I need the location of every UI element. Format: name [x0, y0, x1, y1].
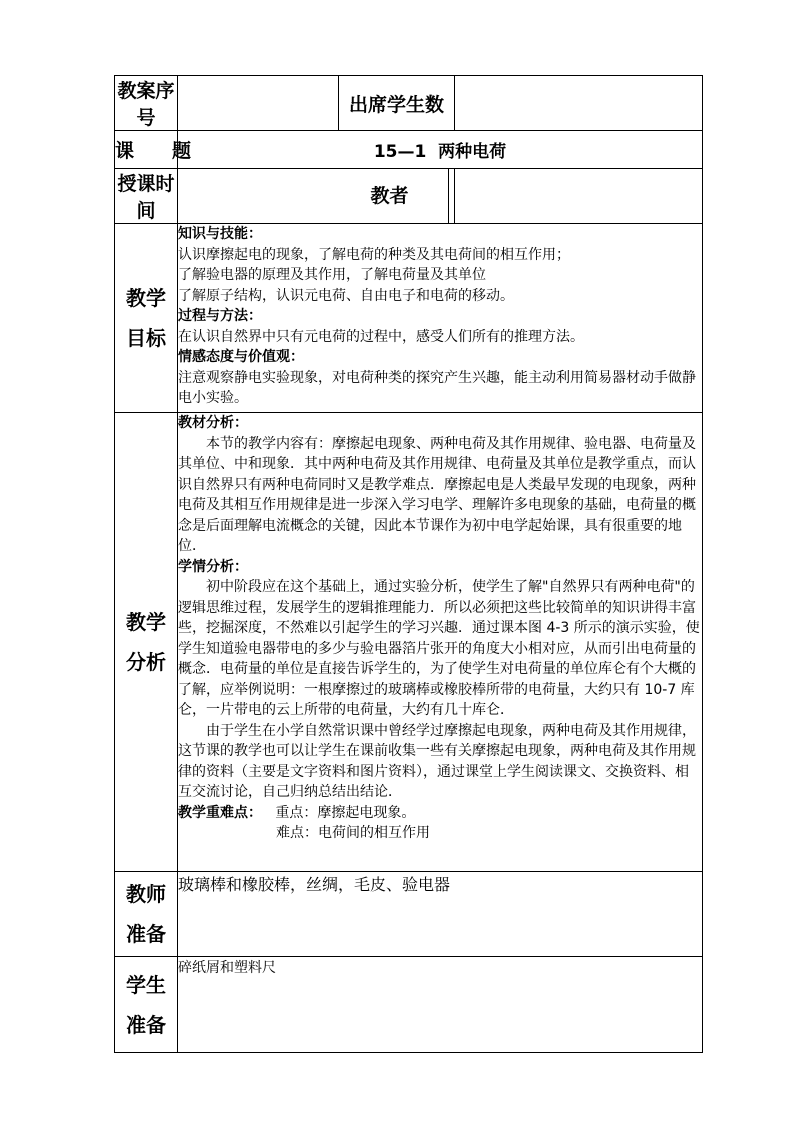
- material-analysis-heading: 教材分析：: [178, 415, 248, 431]
- student-prep-label-1: 学生: [126, 972, 166, 997]
- student-prep-row: [115, 957, 703, 1053]
- teacher-cell: [370, 169, 703, 224]
- topic-value: 15—1 两种电荷: [178, 131, 703, 169]
- student-prep-content: 碎纸屑和塑料尺: [178, 957, 703, 1053]
- attendance-label: 出席学生数: [339, 76, 455, 131]
- objective-line-4: 在认识自然界中只有元电荷的过程中，感受人们所有的推理方法。: [178, 328, 584, 345]
- teacher-prep-content: 玻璃棒和橡胶棒，丝绸，毛皮、验电器: [178, 872, 703, 957]
- objectives-label-2: 目标: [126, 326, 166, 350]
- key-point: 重点：摩擦起电现象。: [275, 804, 416, 821]
- objective-line-3: 了解原子结构，认识元电荷、自由电子和电荷的移动。: [178, 287, 514, 304]
- time-label: 授课时间: [115, 169, 178, 224]
- analysis-content: [178, 413, 703, 872]
- student-analysis-text: 初中阶段应在这个基础上，通过实验分析，使学生了解"自然界只有两种电荷"的逻辑思维过程，发展学生的逻辑推理能力．所以必须把这些比较简单的知识讲得丰富些，挖掘深度，不然难以引起学生的学习兴趣．通过课本图 4-3 所示的演示实验，使学生知道验电器带电的多少与验电器箔片张开的角度大小相对应，从而引出电荷量的概念．电荷量的单位是直接告诉学生的，为了使学生对电荷量的单位库仑有个大概的了解，应举例说明：一根摩擦过的玻璃棒或橡胶棒所带的电荷量，大约只有 10-7 库仑，一片带电的云上所带的电荷量，大约有几十库仑．: [178, 579, 700, 718]
- student-prep-label-2: 准备: [126, 1012, 166, 1037]
- teacher-prep-label-1: 教师: [126, 882, 166, 906]
- key-points-label: 教学重难点：: [178, 804, 262, 821]
- material-analysis-text: 本节的教学内容有：摩擦起电现象、两种电荷及其作用规律、验电器、电荷量及其单位、中和现象．其中两种电荷及其作用规律、电荷量及其单位是教学重点，而认识自然界只有两种电荷同时又是教学难点．摩擦起电是人类最早发现的电现象，两种电荷及其相互作用规律是进一步深入学习电学、理解许多电现象的基础，电荷量的概念是后面理解电流概念的关键，因此本节课作为初中电学起始课，具有很重要的地位．: [178, 435, 696, 554]
- lesson-no-value: [178, 76, 339, 131]
- attitude-heading: 情感态度与价值观：: [178, 349, 304, 365]
- analysis-label: [115, 413, 178, 872]
- process-heading: 过程与方法：: [178, 308, 262, 324]
- objectives-label-1: 教学: [126, 286, 166, 310]
- objectives-content: [178, 224, 703, 413]
- teacher-label: 教者: [331, 175, 449, 217]
- key-points: [178, 803, 702, 824]
- objective-line-5: 注意观察静电实验现象，对电荷种类的探究产生兴趣，能主动利用简易器材动手做静电小实验。: [178, 369, 696, 406]
- objectives-label: [115, 224, 178, 413]
- analysis-label-2: 分析: [126, 650, 166, 674]
- objective-line-1: 认识摩擦起电的现象，了解电荷的种类及其电荷间的相互作用；: [178, 246, 570, 263]
- objectives-row: [115, 224, 703, 413]
- teacher-value: [449, 175, 702, 217]
- lesson-no-label: 教案序号: [115, 76, 178, 131]
- student-prep-label: [115, 957, 178, 1053]
- attendance-value: [455, 76, 703, 131]
- skills-heading: 知识与技能：: [178, 226, 262, 242]
- teacher-prep-row: [115, 872, 703, 957]
- analysis-row: [115, 413, 703, 872]
- header-row-2: [115, 131, 703, 169]
- lesson-plan-table: [114, 75, 703, 1053]
- student-analysis-text-2: 由于学生在小学自然常识课中曾经学过摩擦起电现象，两种电荷及其作用规律，这节课的教学也可以让学生在课前收集一些有关摩擦起电现象，两种电荷及其作用规律的资料（主要是文字资料和图片资料），通过课堂上学生阅读课文、交换资料、相互交流讨论，自己归纳总结出结论．: [178, 722, 696, 800]
- analysis-label-1: 教学: [126, 610, 166, 634]
- teacher-prep-label: [115, 872, 178, 957]
- objective-line-2: 了解验电器的原理及其作用，了解电荷量及其单位: [178, 267, 486, 283]
- header-row-1: [115, 76, 703, 131]
- student-analysis-heading: 学情分析：: [178, 558, 248, 575]
- topic-label: 课 题: [115, 131, 178, 169]
- difficult-point: 难点：电荷间的相互作用: [276, 825, 430, 841]
- header-row-3: [115, 169, 703, 224]
- teacher-prep-label-2: 准备: [126, 922, 166, 946]
